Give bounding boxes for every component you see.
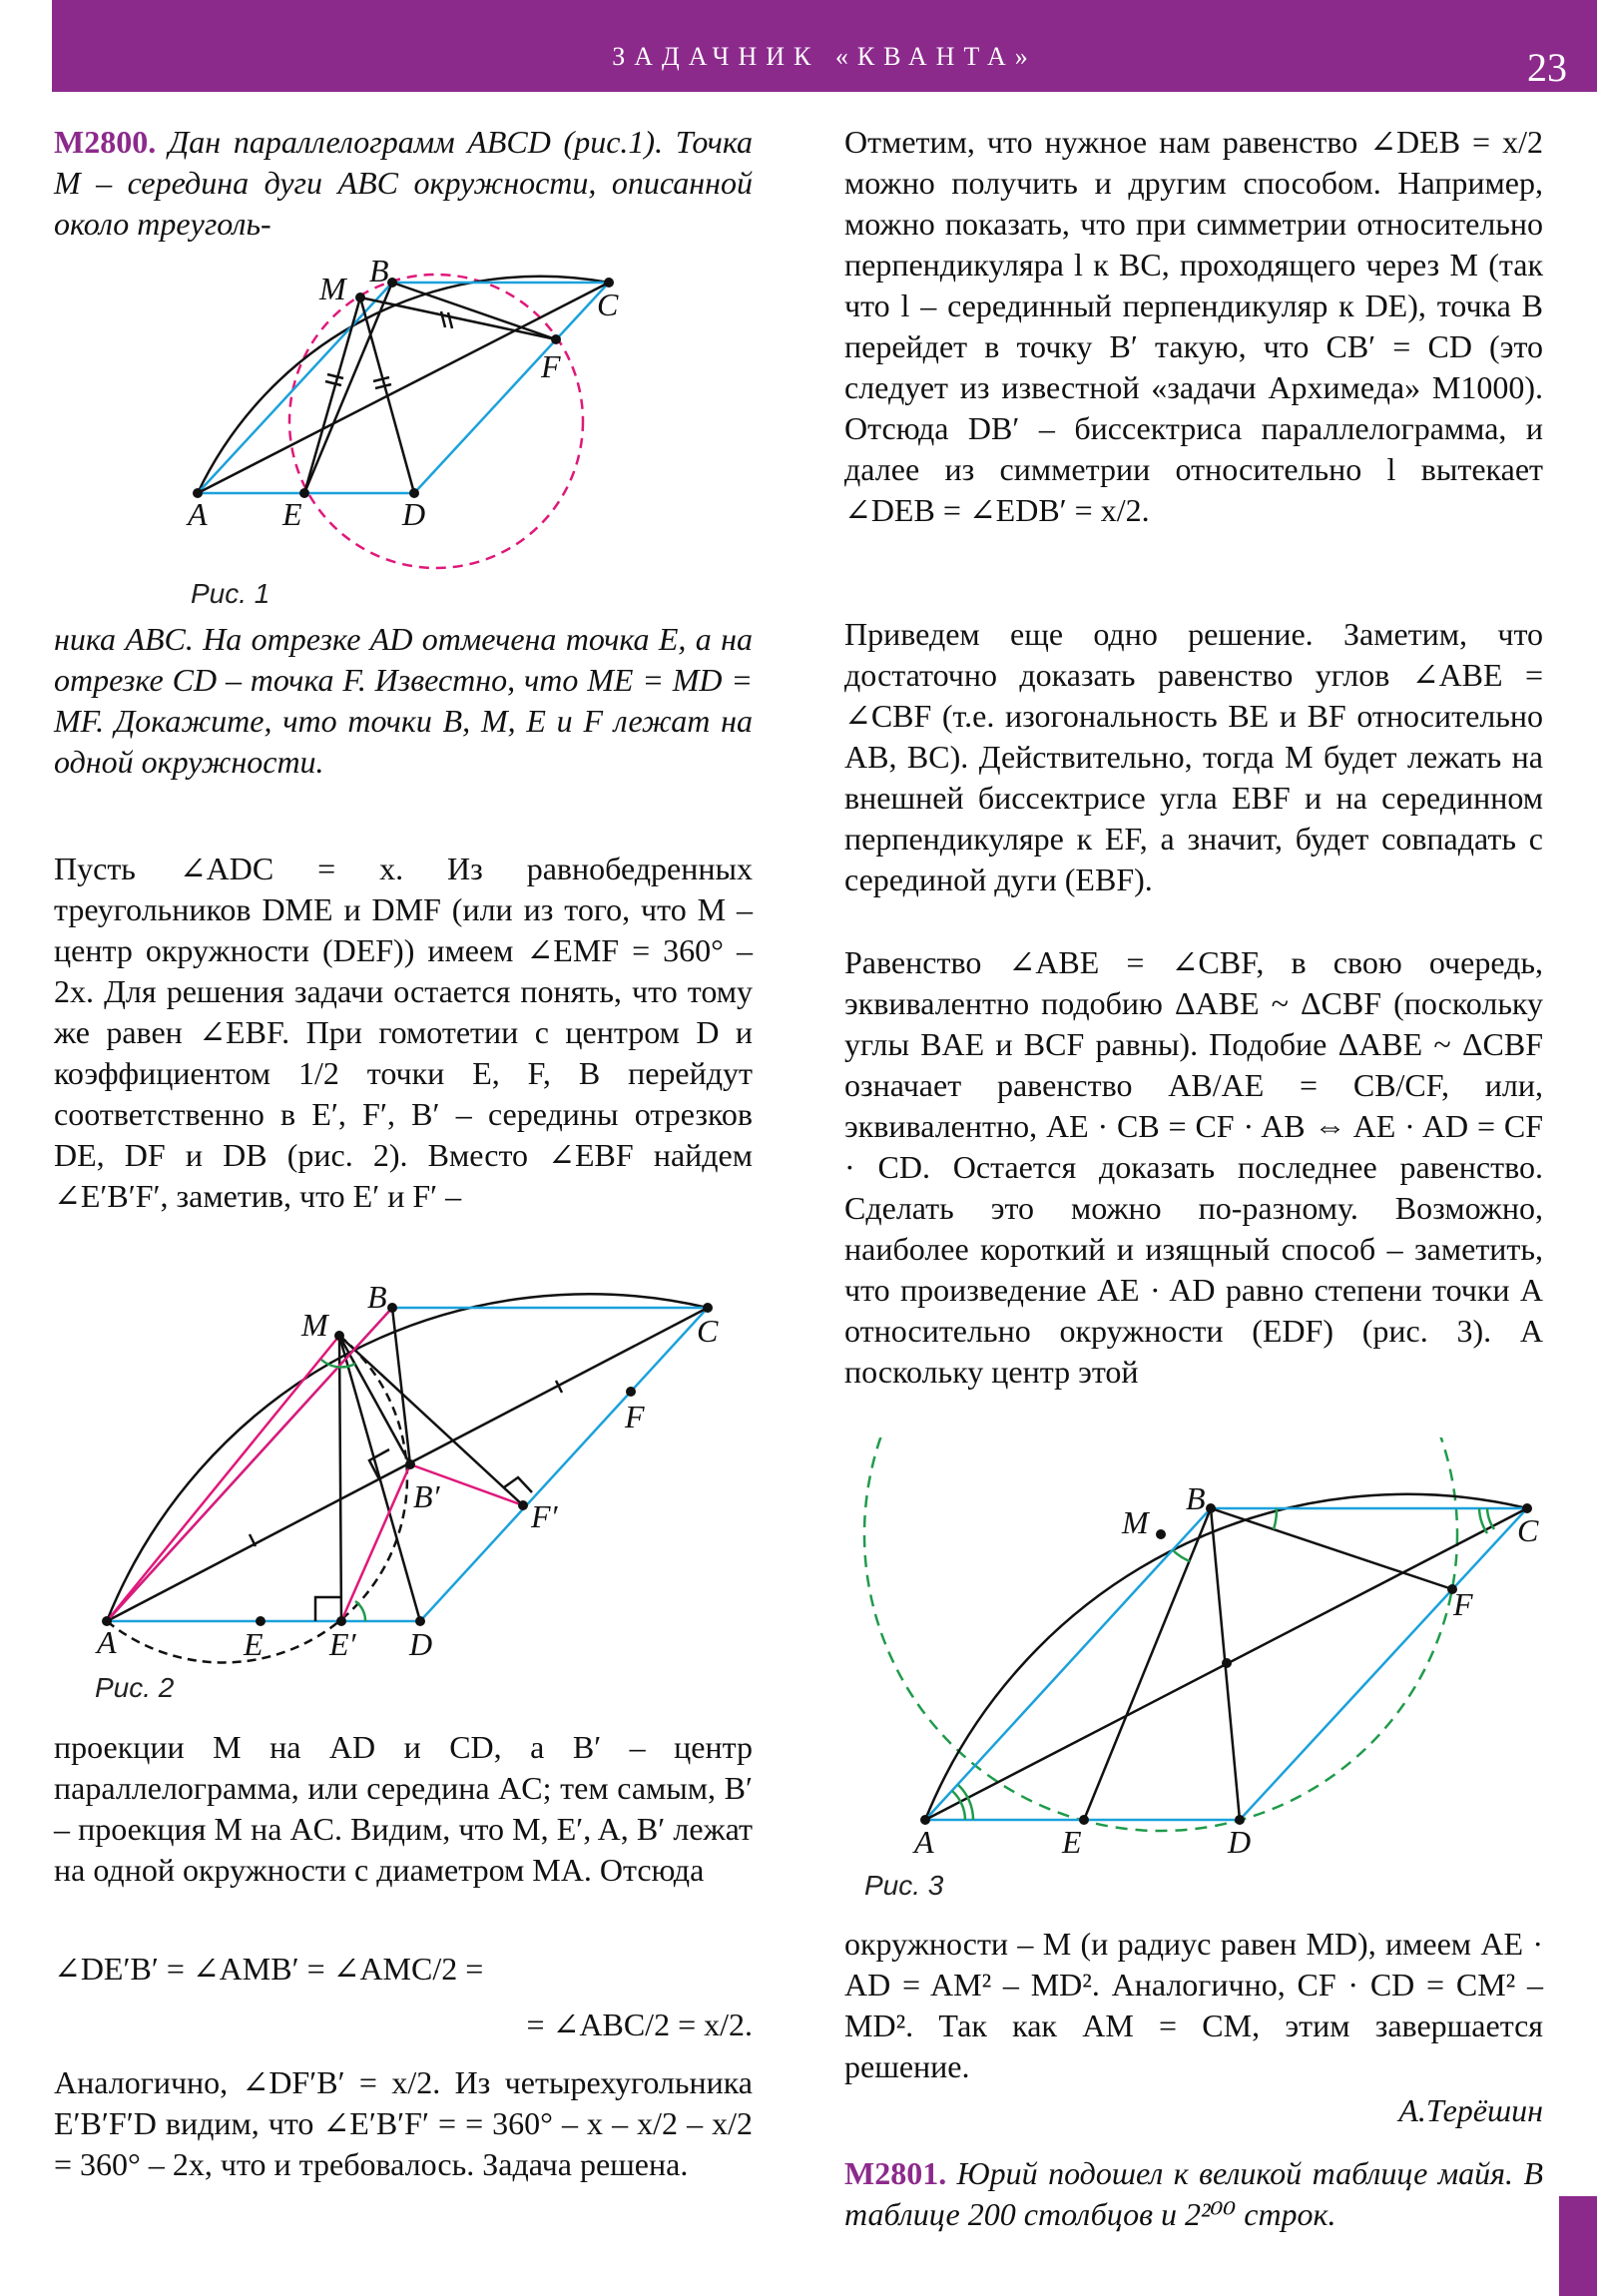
problem-2800-statement-2: ника ABC. На отрезке AD отмечена точка E, а на отрезке CD – точка F. Известно, что ME = MD = MF. Докажите, что точки B, M, E и F лежат на одной окружности. [54, 621, 753, 780]
formula-line-1: ∠DE′B′ = ∠AMB′ = ∠AMC/2 = [54, 1951, 484, 1987]
label-f: F [541, 348, 561, 384]
solution-paragraph-r4: окружности – M (и радиус равен MD), имеем AE · AD = AM² – MD². Аналогично, CF · CD = CM² – MD². Так как AM = CM, этим завершается решение. [844, 1926, 1543, 2084]
problem-code: M2800. [54, 124, 157, 160]
label-c: C [597, 287, 619, 322]
figure-2-caption: Рис. 2 [95, 1672, 175, 1703]
arc-abc [925, 1494, 1527, 1820]
label-b: B [1186, 1480, 1206, 1516]
figure-1-caption: Рис. 1 [191, 578, 270, 609]
formula-line-2: = ∠ABC/2 = x/2. [526, 2007, 753, 2042]
solution-paragraph-r2: Приведем еще одно решение. Заметим, что достаточно доказать равенство углов ∠ABE = ∠CBF (т.е. изогональность BE и BF относительно AB, BC). Действительно, тогда M будет лежать на внешней биссектрисе угла EBF и на серединном перпендикуляре к EF, а значит, будет совпадать с серединой дуги (EBF). [844, 616, 1543, 897]
statement-text: Юрий подошел к великой таблице майя. В таблице 200 столбцов и 2²⁰⁰ строк. [844, 2155, 1544, 2232]
figure-2 [102, 1294, 713, 1662]
section-title: ЗАДАЧНИК «КВАНТА» [612, 42, 1037, 71]
label-c: C [1517, 1512, 1539, 1548]
dashed-circle-arc [107, 1336, 407, 1662]
label-d: D [409, 1626, 433, 1662]
solution-paragraph-r3: Равенство ∠ABE = ∠CBF, в свою очередь, эквивалентно подобию ΔABE ~ ΔCBF (поскольку углы BAE и BCF равны). Подобие ΔABE ~ ΔCBF означает равенство AB/AE = CB/CF, или, эквивалентно, AE · CB = CF · AB ⇔ AE · AD = CF · CD. Остается доказать последнее равенство. Сделать это можно по-разному. Возможно, наиболее короткий и изящный способ – заметить, что произведение AE · AD равно степени точки A относительно окружности (EDF) (рис. 3). А поскольку центр этой [844, 944, 1543, 1390]
label-b: B [367, 1279, 387, 1315]
label-e: E [244, 1626, 264, 1662]
label-b-prime: B′ [413, 1478, 440, 1514]
page-number: 23 [1527, 45, 1567, 90]
label-f: F [625, 1399, 645, 1435]
label-a: A [97, 1624, 117, 1660]
label-d: D [402, 496, 426, 532]
problem-code: M2801. [844, 2155, 947, 2191]
label-d: D [1228, 1824, 1252, 1860]
label-a: A [914, 1824, 934, 1860]
author-signature: А.Терёшин [1398, 2092, 1543, 2128]
label-f: F [1453, 1586, 1473, 1622]
label-m: M [319, 271, 346, 306]
label-m: M [1122, 1504, 1149, 1540]
figure-3-caption: Рис. 3 [864, 1870, 944, 1901]
solution-paragraph-3: Аналогично, ∠DF′B′ = x/2. Из четырехугольника E′B′F′D видим, что ∠E′B′F′ = = 360° – x – x/2 – x/2 = 360° – 2x, что и требовалось. Задача решена. [54, 2064, 753, 2182]
solution-paragraph-r1: Отметим, что нужное нам равенство ∠DEB = x/2 можно получить и другим способом. Например, можно показать, что при симметрии относительно перпендикуляра l к BC, проходящего через M (так что l – серединный перпендикуляр к DE), точка B перейдет в точку B′ такую, что CB′ = CD (это следует из известной «задачи Архимеда» M1000). Отсюда DB′ – биссектриса параллелограмма, и далее из симметрии относительно l вытекает ∠DEB = ∠EDB′ = x/2. [844, 124, 1543, 528]
label-e: E [282, 496, 302, 532]
label-m: M [301, 1307, 328, 1343]
solution-paragraph-2: проекции M на AD и CD, а B′ – центр параллелограмма, или середина AC; тем самым, B′ – проекция M на AC. Видим, что M, E′, A, B′ лежат на одной окружности с диаметром MA. Отсюда [54, 1729, 753, 1888]
label-c: C [697, 1313, 719, 1349]
label-e-prime: E′ [329, 1626, 356, 1662]
pink-segments [107, 1308, 523, 1621]
label-e: E [1062, 1824, 1082, 1860]
segments [198, 283, 609, 493]
statement-text: Дан параллелограмм ABCD (рис.1). Точка M – середина дуги ABC окружности, описанной около треуголь- [54, 124, 754, 242]
figure-3 [864, 1238, 1532, 1831]
label-f-prime: F′ [531, 1498, 558, 1534]
solution-paragraph-1: Пусть ∠ADC = x. Из равнобедренных треугольников DME и DMF (или из того, что M – центр окружности (DEF)) имеем ∠EMF = 360° – 2x. Для решения задачи остается понять, что тому же равен ∠EBF. При гомотетии с центром D и коэффициентом 1/2 точки E, F, B перейдут соответственно в E′, F′, B′ – середины отрезков DE, DF и DB (рис. 2). Вместо ∠EBF найдем ∠E′B′F′, заметив, что E′ и F′ – [54, 851, 753, 1214]
label-b: B [369, 253, 389, 288]
label-a: A [188, 496, 208, 532]
